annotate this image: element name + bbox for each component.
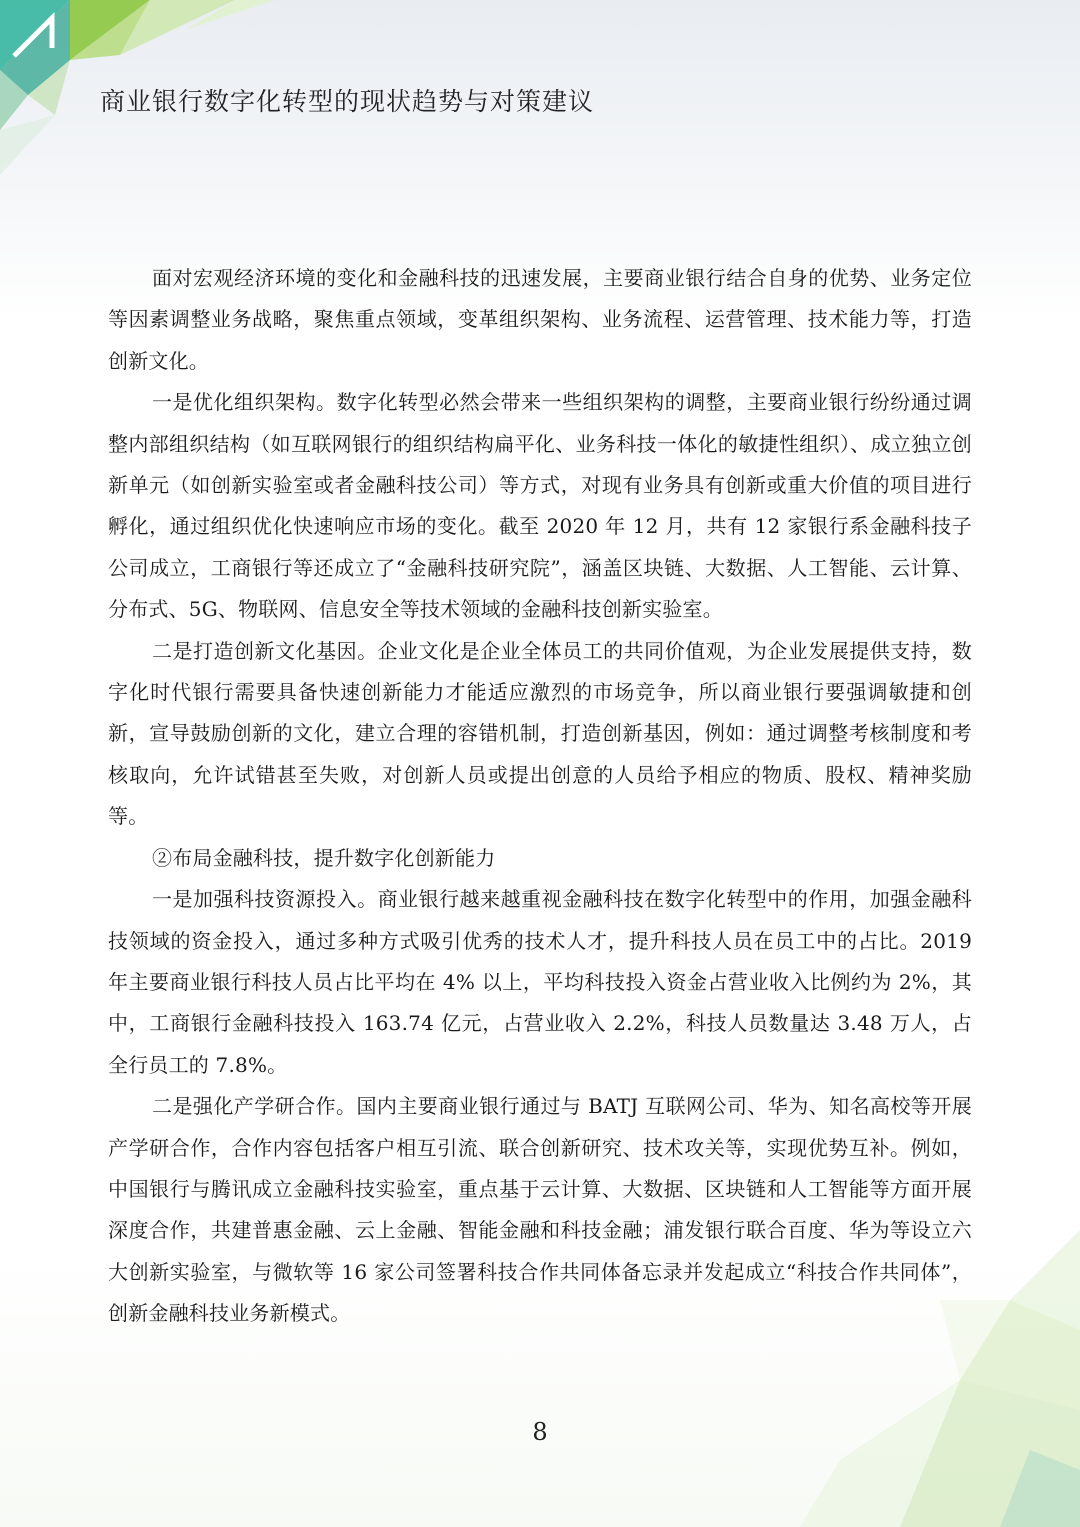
paragraph-intro: 面对宏观经济环境的变化和金融科技的迅速发展，主要商业银行结合自身的优势、业务定位等因素调整业务战略，聚焦重点领域，变革组织架构、业务流程、运营管理、技术能力等，打造创新文化。 bbox=[108, 266, 972, 373]
section-heading-fintech: ②布局金融科技，提升数字化创新能力 bbox=[152, 845, 496, 870]
paragraph-org-structure: 一是优化组织架构。数字化转型必然会带来一些组织架构的调整，主要商业银行纷纷通过调整内部组织结构（如互联网银行的组织结构扁平化、业务科技一体化的敏捷性组织）、成立独立创新单元（如创新实验室或者金融科技公司）等方式，对现有业务具有创新或重大价值的项目进行孵化，通过组织优化快速响应市场的变化。截至 2020 年 12 月，共有 12 家银行系金融科技子公司成立，工商银行等还成立了“金融科技研究院”，涵盖区块链、大数据、人工智能、云计算、分布式、5G、物联网、信息安全等技术领域的金融科技创新实验室。 bbox=[108, 390, 972, 622]
paragraph-industry-cooperation: 二是强化产学研合作。国内主要商业银行通过与 BATJ 互联网公司、华为、知名高校等开展产学研合作，合作内容包括客户相互引流、联合创新研究、技术攻关等，实现优势互补。例如，中国银行与腾讯成立金融科技实验室，重点基于云计算、大数据、区块链和人工智能等方面开展深度合作，共建普惠金融、云上金融、智能金融和科技金融；浦发银行联合百度、华为等设立六大创新实验室，与微软等 16 家公司签署科技合作共同体备忘录并发起成立“科技合作共同体”，创新金融科技业务新模式。 bbox=[108, 1094, 972, 1326]
article-body bbox=[108, 258, 972, 1335]
paragraph-innovation-culture: 二是打造创新文化基因。企业文化是企业全体员工的共同价值观，为企业发展提供支持，数字化时代银行需要具备快速创新能力才能适应激烈的市场竞争，所以商业银行要强调敏捷和创新，宣导鼓励创新的文化，建立合理的容错机制，打造创新基因，例如：通过调整考核制度和考核取向，允许试错甚至失败，对创新人员或提出创意的人员给予相应的物质、股权、精神奖励等。 bbox=[108, 638, 972, 829]
header-title: 商业银行数字化转型的现状趋势与对策建议 bbox=[100, 87, 595, 116]
page-number: 8 bbox=[532, 1418, 548, 1446]
paragraph-tech-investment: 一是加强科技资源投入。商业银行越来越重视金融科技在数字化转型中的作用，加强金融科技领域的资金投入，通过多种方式吸引优秀的技术人才，提升科技人员在员工中的占比。2019 年主要商业银行科技人员占比平均在 4% 以上，平均科技投入资金占营业收入比例约为 2%，其中，工商银行金融科技投入 163.74 亿元，占营业收入 2.2%，科技人员数量达 3.48 万人，占全行员工的 7.8%。 bbox=[108, 887, 972, 1077]
